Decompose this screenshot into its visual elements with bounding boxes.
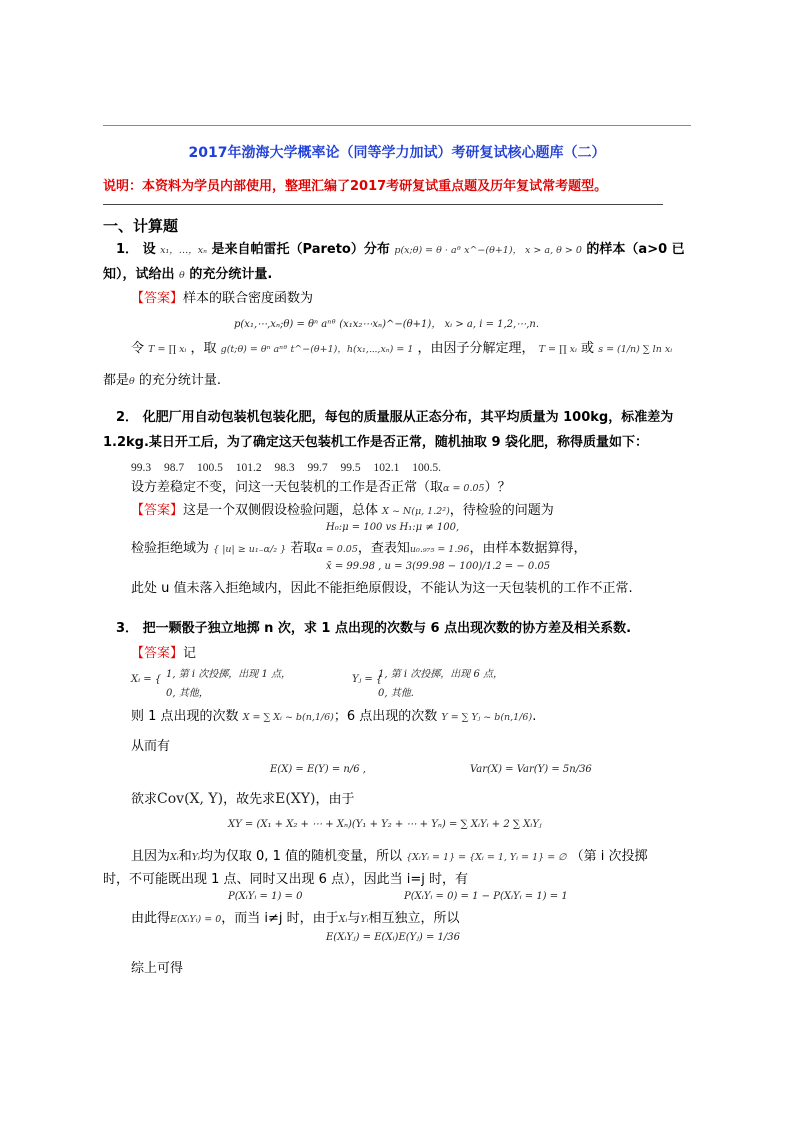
q3-xi-label: Xᵢ = { xyxy=(131,674,162,685)
q3-number: 3． xyxy=(116,621,139,636)
q3-independence-eq: E(XᵢYⱼ) = E(Xᵢ)E(Yⱼ) = 1/36 xyxy=(326,932,460,943)
q3-summary: 综上可得 xyxy=(131,961,184,976)
q3-derive-line: 由此得E(XᵢYᵢ) = 0，而当 i≠j 时，由于Xᵢ与Yᵢ相互独立，所以 xyxy=(131,911,460,926)
q1-answer-line: 【答案】样本的联合密度函数为 xyxy=(131,291,314,306)
q2-answer-tag: 【答案】 xyxy=(131,503,184,518)
q3-cov-line: 欲求Cov(X, Y)，故先求E(XY)，由于 xyxy=(131,791,355,807)
q3-yj-case-1: 1, 第 i 次投掷，出现 6 点， xyxy=(378,669,503,680)
q2-answer-line: 【答案】这是一个双侧假设检验问题，总体 X ~ N(μ, 1.2²)，待检验的问题为 xyxy=(131,503,554,518)
q3-product-eq: XY = (X₁ + X₂ + ⋯ + Xₙ)(Y₁ + Y₂ + ⋯ + Yₙ) = ∑ XᵢYᵢ + 2 ∑ XᵢYⱼ xyxy=(228,819,542,830)
q1-pareto-pdf: p(x;θ) = θ · aᶿ x^−(θ+1)， x > a, θ > 0 xyxy=(394,245,582,256)
q3-yj-case-2: 0, 其他. xyxy=(378,688,414,699)
q3-answer-tag: 【答案】 xyxy=(131,646,184,661)
q2-rejection-line: 检验拒绝域为 { |u| ≥ u₁₋α/₂ } 若取α = 0.05，查表知u₀.₉₇₅ = 1.96，由样本数据算得， xyxy=(131,541,587,556)
q3-variance-eq: Var(X) = Var(Y) = 5n/36 xyxy=(470,764,592,775)
q1-number: 1． xyxy=(116,242,139,257)
q3-because-line: 且因为Xᵢ和Yᵢ均为仅取 0, 1 值的随机变量，所以 {XᵢYᵢ = 1} = {Xᵢ = 1, Yᵢ = 1} = ∅ （第 i 次投掷 xyxy=(131,849,648,864)
q3-answer-line: 【答案】记 xyxy=(131,646,197,661)
q2-question: 设方差稳定不变，问这一天包装机的工作是否正常（取α = 0.05）？ xyxy=(131,480,511,495)
q1-conclusion: 都是θ 的充分统计量. xyxy=(103,373,222,388)
document-title: 2017年渤海大学概率论（同等学力加试）考研复试核心题库（二） xyxy=(188,145,606,161)
q2-line-2: 1.2kg.某日开工后，为了确定这天包装机工作是否正常，随机抽取 9 袋化肥，称得质量如下： xyxy=(103,435,649,450)
q2-line-1: 2． 化肥厂用自动包装机包装化肥，每包的质量服从正态分布，其平均质量为 100kg，标准差为 xyxy=(116,410,674,425)
q2-statistic-eq: x̄ = 99.98 , u = 3(99.98 − 100)/1.2 = − 0.05 xyxy=(326,561,551,572)
q2-sample-data: 99.3 98.7 100.5 101.2 98.3 99.7 99.5 102.1 100.5. xyxy=(131,462,441,474)
section-heading: 一、计算题 xyxy=(103,217,179,235)
q3-yj-label: Yⱼ = { xyxy=(352,674,383,685)
q3-expectation-eq: E(X) = E(Y) = n/6 , xyxy=(270,764,366,775)
q3-xi-case-1: 1, 第 i 次投掷，出现 1 点， xyxy=(166,669,291,680)
q2-conclusion: 此处 u 值未落入拒绝域内，因此不能拒绝原假设，不能认为这一天包装机的工作不正常. xyxy=(131,581,633,596)
q3-hence: 从而有 xyxy=(131,739,171,754)
document-notice: 说明：本资料为学员内部使用，整理汇编了2017考研复试重点题及历年复试常考题型。 xyxy=(103,179,608,194)
q1-sample-vars: x₁，…，xₙ xyxy=(160,245,207,256)
q3-prob-eq-1: P(XᵢYᵢ = 1) = 0 xyxy=(228,891,303,902)
q3-prob-eq-2: P(XᵢYᵢ = 0) = 1 − P(XᵢYᵢ = 1) = 1 xyxy=(404,891,568,902)
q1-answer-tag: 【答案】 xyxy=(131,291,184,306)
q2-number: 2． xyxy=(116,410,139,425)
q3-because-line-2: 时，不可能既出现 1 点、同时又出现 6 点），因此当 i=j 时，有 xyxy=(103,872,468,887)
q1-line-2: 知），试给出 θ 的充分统计量. xyxy=(103,267,273,282)
q3-line-1: 3． 把一颗骰子独立地掷 n 次，求 1 点出现的次数与 6 点出现次数的协方差及相关系数. xyxy=(116,621,632,636)
q3-xi-case-2: 0, 其他， xyxy=(166,688,209,699)
q1-factorization-line: 令 T = ∏ xᵢ ，取 g(t;θ) = θⁿ aⁿᶿ t^−(θ+1)，h(x₁,⋯,xₙ) = 1 ，由因子分解定理， T = ∏ xᵢ 或 s = (1/n) ∑ ln xᵢ xyxy=(131,341,673,356)
notice-rule xyxy=(103,204,663,205)
header-rule xyxy=(103,125,691,126)
q3-count-line: 则 1 点出现的次数 X = ∑ Xᵢ ~ b(n,1/6)；6 点出现的次数 Y = ∑ Yⱼ ~ b(n,1/6). xyxy=(131,709,537,724)
q2-hypotheses-eq: H₀:μ = 100 vs H₁:μ ≠ 100, xyxy=(326,522,460,533)
q1-joint-density-eq: p(x₁,⋯,xₙ;θ) = θⁿ aⁿᶿ (x₁x₂⋯xₙ)^−(θ+1)， xᵢ > a, i = 1,2,⋯,n. xyxy=(234,319,540,330)
q1-line-1: 1． 设 x₁，…，xₙ 是来自帕雷托（Pareto）分布 p(x;θ) = θ · aᶿ x^−(θ+1)， x > a, θ > 0 的样本（a>0 已 xyxy=(116,242,685,257)
